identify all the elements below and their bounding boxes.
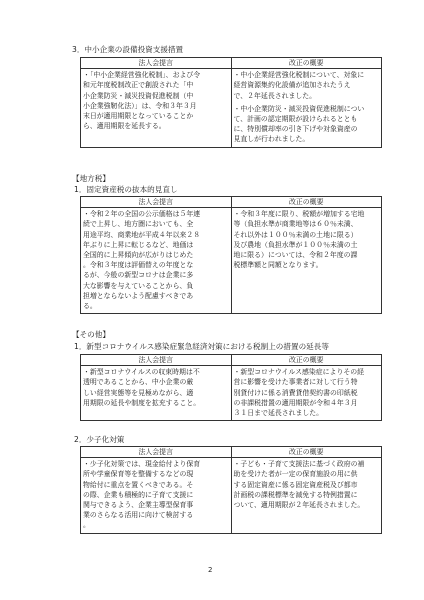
- cell-text-line: 全国的に上昇傾向が広がりはじめた: [83, 251, 194, 260]
- cell-text-line: ついて、適用期限が２年延長されました。: [233, 501, 365, 510]
- cell-text-line: それ以外は１００％未満の土地に限る）: [233, 230, 358, 239]
- table-sme-investment: [80, 57, 382, 148]
- cell-text-line: 及び農地（負担水準が１００％未満の土: [233, 240, 358, 249]
- cell-text-line: ら、適用期限を延長する。: [83, 122, 166, 131]
- proposal-cell: [81, 366, 232, 421]
- table-birthrate: [80, 446, 382, 534]
- cell-text-line: 計画税の課税標準を減免する特例措置に: [233, 490, 358, 499]
- proposal-cell: [81, 458, 232, 533]
- cell-text-line: に、特別償却率の引き下げや対象資産の: [233, 125, 358, 134]
- cell-text-line: 別貸付けに係る消費貸借契約書の印紙税: [233, 388, 358, 397]
- cell-text-line: 小企業防災・減災投資促進税制（中: [83, 91, 194, 100]
- cell-text-line: 続で上昇し、地方圏においても、全: [83, 220, 194, 229]
- cell-text-line: の非課税措置の適用期限が令和４年３月: [233, 398, 358, 407]
- col-header-summary: 改正の概要: [231, 58, 382, 69]
- table-fixed-asset-tax: [80, 196, 382, 314]
- cell-text-line: ・新型コロナウイルスの収束時期は不: [83, 368, 200, 377]
- cell-text-line: ３１日まで延長されました。: [233, 409, 324, 418]
- cell-text-line: ・令和３年度に限り、税額が増加する宅地: [233, 210, 365, 219]
- cell-text-line: ・令和２年の全国の公示価格は５年連: [83, 210, 201, 219]
- cell-text-line: 関与できるよう、企業主導型保育事: [83, 501, 194, 510]
- cell-text-line: るが、今般の新型コロナは企業に多: [83, 271, 194, 280]
- other-label: 【その他】: [72, 330, 110, 339]
- cell-text-line: 担増とならないよう配慮すべきであ: [83, 291, 194, 300]
- section-heading-sme-investment: 3．中小企業の設備投資支援措置: [72, 45, 184, 54]
- cell-text-line: 用途平均、商業地が平成４年以来２８: [83, 230, 201, 239]
- cell-text-line: 等（負担水準が商業地等は６０％未満、: [233, 220, 358, 229]
- cell-text-line: 地に限る）については、令和２年度の課: [233, 251, 358, 260]
- cell-text-line: で、２年延長されました。: [233, 91, 317, 100]
- cell-text-line: 助を受けた者が一定の保育施設の用に供: [233, 470, 358, 479]
- cell-text-line: ・子ども・子育て支援法に基づく政府の補: [233, 460, 365, 469]
- col-header-proposal: 法人会提言: [81, 447, 232, 458]
- cell-text-line: 大な影響を与えていることから、負: [83, 281, 194, 290]
- col-header-summary: 改正の概要: [231, 447, 382, 458]
- section-heading-covid-measures: 1．新型コロナウイルス感染症緊急経済対策における税制上の措置の延長等: [74, 342, 329, 351]
- summary-cell: [231, 208, 382, 314]
- cell-text-line: 所や学童保育等を整備するなどの現: [83, 470, 194, 479]
- cell-text-line: する固定資産に係る固定資産税及び都市: [233, 480, 358, 489]
- cell-text-line: 和元年度税制改正で創設された「中: [83, 81, 194, 90]
- cell-text-line: て、計画の認定期限が設けられるととも: [233, 115, 358, 124]
- cell-text-line: ・新型コロナウイルス感染症によりその経: [233, 368, 365, 377]
- cell-text-line: しい経営実態等を見極めながら、適: [83, 388, 194, 397]
- proposal-cell: [81, 208, 232, 314]
- cell-text-line: 物給付に重点を置くべきである。そ: [83, 480, 194, 489]
- col-header-summary: 改正の概要: [231, 197, 382, 208]
- summary-cell: [231, 366, 382, 421]
- page-number: 2: [208, 566, 213, 574]
- col-header-proposal: 法人会提言: [81, 355, 232, 366]
- cell-text-line: 業のさらなる活用に向けて検討する: [83, 511, 194, 520]
- summary-cell: [231, 458, 382, 533]
- cell-text-line: 経営資源集約化設備が追加されたうえ: [233, 81, 351, 90]
- cell-text-line: の際、企業も積極的に子育て支援に: [83, 490, 194, 499]
- cell-text-line: ・中小企業防災・減災投資促進税制につい: [233, 104, 365, 113]
- section-heading-fixed-asset-tax: 1．固定資産税の抜本的見直し: [74, 185, 178, 194]
- cell-text-line: 透明であることから、中小企業の厳: [83, 378, 194, 387]
- cell-text-line: 。令和３年度は評価替えの年度とな: [83, 261, 194, 270]
- summary-cell: [231, 69, 382, 147]
- cell-text-line: 末日が適用期限となっていることか: [83, 112, 194, 121]
- cell-text-line: る。: [83, 302, 97, 311]
- cell-text-line: ・「中小企業経営強化税制」、および令: [83, 71, 201, 80]
- local-tax-label: 【地方税】: [72, 174, 110, 183]
- section-heading-birthrate: 2．少子化対策: [74, 435, 125, 444]
- cell-text-line: 。: [83, 521, 90, 530]
- cell-text-line: 用期限の延長や制度を拡充すること。: [83, 398, 201, 407]
- cell-text-line: 見直しが行われました。: [233, 135, 310, 144]
- col-header-proposal: 法人会提言: [81, 197, 232, 208]
- proposal-cell: [81, 69, 232, 147]
- col-header-summary: 改正の概要: [231, 355, 382, 366]
- cell-text-line: ・少子化対策では、現金給付より保育: [83, 460, 201, 469]
- cell-text-line: 年ぶりに上昇に転じるなど、地価は: [83, 240, 194, 249]
- table-covid-measures: [80, 354, 382, 421]
- cell-text-line: 税標準額と同額となります。: [233, 261, 323, 270]
- col-header-proposal: 法人会提言: [81, 58, 232, 69]
- cell-text-line: 営に影響を受けた事業者に対して行う特: [233, 378, 358, 387]
- cell-text-line: ・中小企業経営強化税制について、対象に: [233, 71, 365, 80]
- cell-text-line: 小企業強靭化法）」は、令和３年３月: [83, 101, 197, 110]
